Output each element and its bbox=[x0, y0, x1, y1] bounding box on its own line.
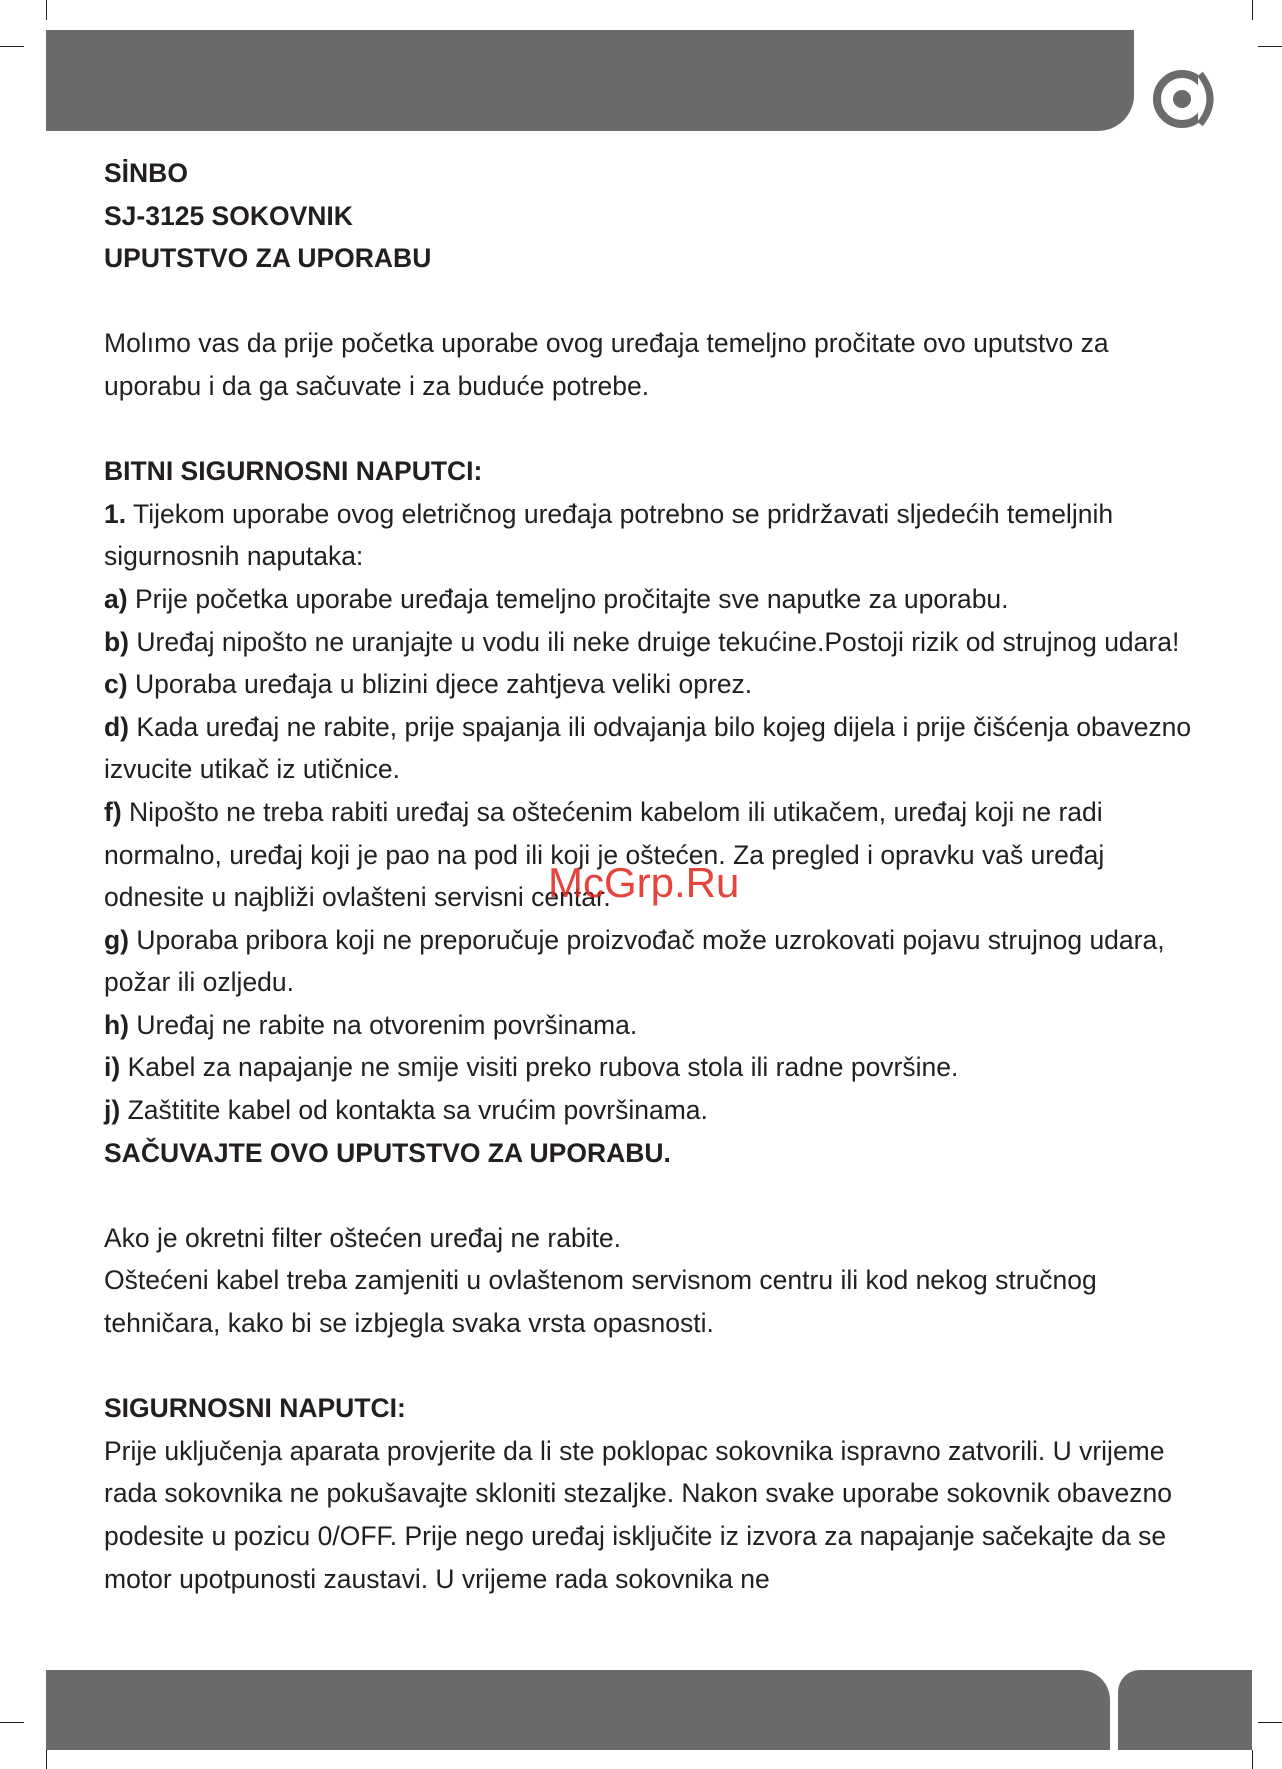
item-text: Kabel za napajanje ne smije visiti preko rubova stola ili radne površine. bbox=[127, 1052, 959, 1083]
filter-note: Ako je okretni filter oštećen uređaj ne rabite. bbox=[104, 1222, 622, 1253]
item-label: h) bbox=[104, 1009, 130, 1040]
item-text: Nipošto ne treba rabiti uređaj sa oštećenim kabelom ili utikačem, uređaj koji ne radi normalno, uređaj koji je pao na pod ili koji je oštećen. Za pregled i opravku vaš uređaj odnesite u najbliži ovlašteni servisni centar. bbox=[104, 796, 1105, 913]
safety-item bbox=[104, 493, 1194, 578]
item-text: Uporaba uređaja u blizini djece zahtjeva veliki oprez. bbox=[134, 669, 753, 700]
safety-item bbox=[104, 578, 1194, 621]
item-text: Tijekom uporabe ovog eletričnog uređaja potrebno se pridržavati sljedećih temeljnih sigurnosnih naputaka: bbox=[104, 498, 1114, 572]
document-title: UPUTSTVO ZA UPORABU bbox=[104, 243, 432, 274]
crop-mark bbox=[1252, 0, 1253, 20]
item-text: Uređaj ne rabite na otvorenim površinama. bbox=[136, 1009, 638, 1040]
brand-title: SİNBO bbox=[104, 158, 188, 188]
item-text: Zaštitite kabel od kontakta sa vrućim površinama. bbox=[127, 1095, 708, 1126]
crop-mark bbox=[1252, 1750, 1253, 1769]
item-label: j) bbox=[104, 1095, 121, 1126]
item-text: Uređaj nipošto ne uranjajte u vodu ili neke druige tekućine.Postoji rizik od strujnog udara! bbox=[136, 626, 1180, 657]
crop-mark bbox=[0, 1722, 24, 1723]
item-label: g) bbox=[104, 924, 130, 955]
safety2-paragraph: Prije uključenja aparata provjerite da li ste poklopac sokovnika ispravno zatvorili. U vrijeme rada sokovnika ne pokušavajte skloniti stezaljke. Nakon svake uporabe sokovnik obavezno podesite u pozicu 0/OFF. Prije nego uređaj isključite iz izvora za napajanje sačekajte da se motor upotpunosti zaustavi. U vrijeme rada sokovnika ne bbox=[104, 1435, 1172, 1594]
crop-mark bbox=[1258, 46, 1282, 47]
item-label: b) bbox=[104, 626, 130, 657]
crop-mark bbox=[46, 1750, 47, 1769]
safety-item bbox=[104, 706, 1194, 791]
item-text: Uporaba pribora koji ne preporučuje proizvođač može uzrokovati pojavu strujnog udara, požar ili ozljedu. bbox=[104, 924, 1165, 998]
header-band bbox=[46, 30, 1134, 131]
intro-paragraph: Molımo vas da prije početka uporabe ovog uređaja temeljno pročitate ovo uputstvo za uporabu i da ga sačuvate i za buduće potrebe. bbox=[104, 328, 1109, 401]
item-label: 1. bbox=[104, 498, 127, 529]
item-label: d) bbox=[104, 711, 130, 742]
crop-mark bbox=[1258, 1722, 1282, 1723]
crop-mark bbox=[0, 46, 24, 47]
footer-page-tab bbox=[1118, 1670, 1252, 1750]
safety-item bbox=[104, 1004, 1194, 1047]
safety2-heading: SIGURNOSNI NAPUTCI: bbox=[104, 1393, 406, 1424]
safety-item bbox=[104, 663, 1194, 706]
safety-heading: BITNI SIGURNOSNI NAPUTCI: bbox=[104, 456, 483, 487]
item-label: i) bbox=[104, 1052, 121, 1083]
cable-note: Oštećeni kabel treba zamjeniti u ovlaštenom servisnom centru ili kod nekog stručnog tehničara, kako bi se izbjegla svaka vrsta opasnosti. bbox=[104, 1265, 1097, 1339]
watermark: McGrp.Ru bbox=[548, 859, 740, 906]
safety-item bbox=[104, 1046, 1194, 1089]
footer-band bbox=[46, 1670, 1110, 1750]
item-text: Kada uređaj ne rabite, prije spajanja ili odvajanja bilo kojeg dijela i prije čišćenja obavezno izvucite utikač iz utičnice. bbox=[104, 711, 1192, 785]
item-label: c) bbox=[104, 669, 128, 700]
sinbo-logo-icon bbox=[1150, 66, 1220, 132]
item-label: a) bbox=[104, 583, 128, 614]
model-title: SJ-3125 SOKOVNIK bbox=[104, 200, 353, 231]
safety-item bbox=[104, 621, 1194, 664]
save-notice: SAČUVAJTE OVO UPUTSTVO ZA UPORABU. bbox=[104, 1137, 671, 1168]
safety-item bbox=[104, 919, 1194, 1004]
crop-mark bbox=[46, 0, 47, 20]
safety-item bbox=[104, 1089, 1194, 1132]
item-text: Prije početka uporabe uređaja temeljno pročitajte sve naputke za uporabu. bbox=[134, 583, 1009, 614]
item-label: f) bbox=[104, 796, 122, 827]
